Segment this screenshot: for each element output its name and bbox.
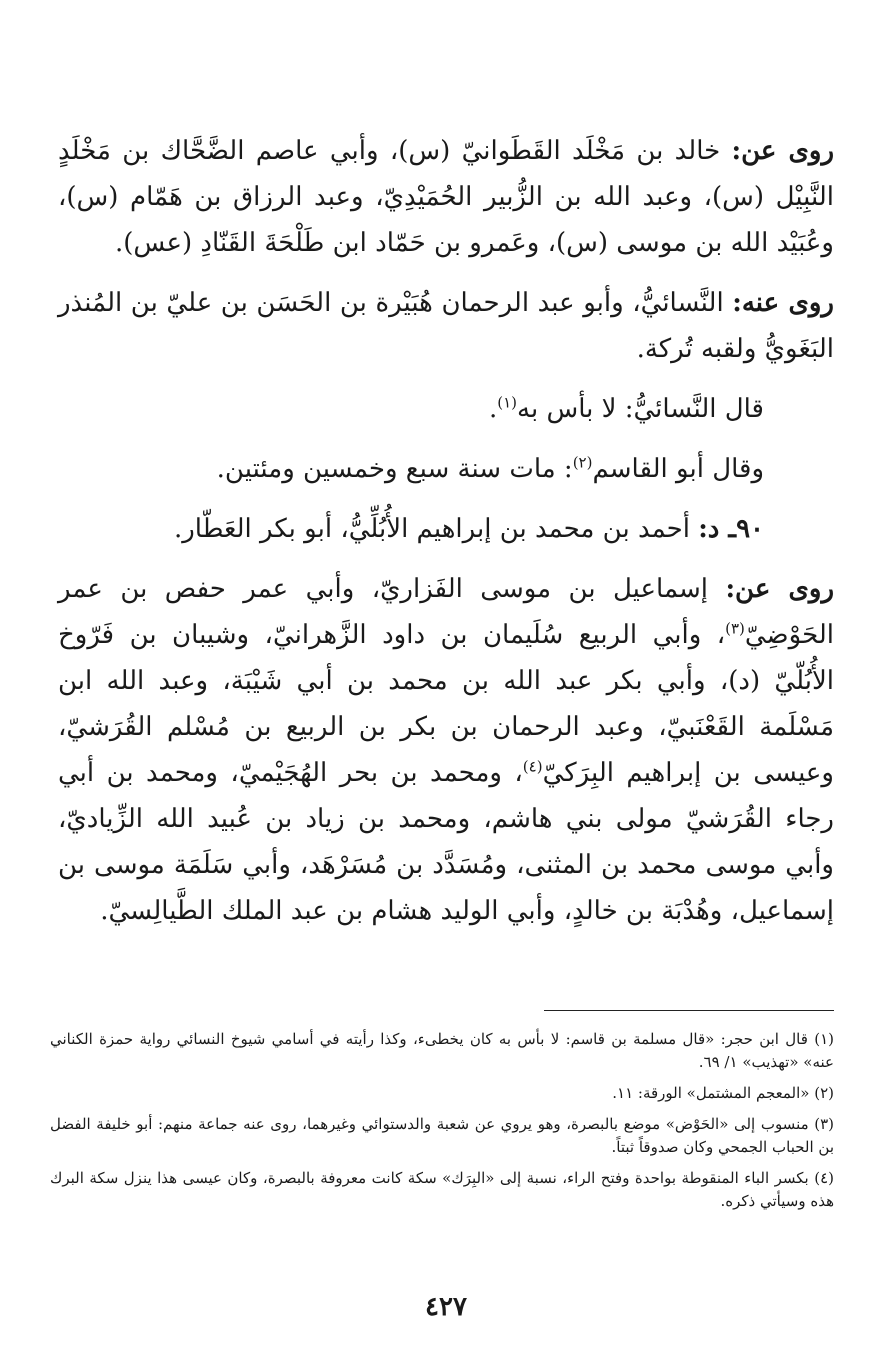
paragraph-entry-90-narrated-from	[58, 566, 834, 934]
entry-90-text-3: ، ومحمد بن بحر الهُجَيْميّ، ومحمد بن أبي رجاء القُرَشيّ مولى بني هاشم، ومحمد بن زياد بن عُبيد الله الزِّياديّ، وأبي موسى محمد بن المثنى، ومُسَدَّد بن مُسَرْهَد، وأبي سَلَمَة موسى بن إسماعيل، وهُدْبَة بن خالدٍ، وأبي الوليد هشام بن عبد الملك الطَّيالِسيّ.	[58, 758, 834, 926]
footnote-1: (١) قال ابن حجر: «قال مسلمة بن قاسم: لا بأس به كان يخطىء، وكذا رأيته في أسامي شيوخ النسائي رواية حمزة الكناني عنه» «تهذيب» ١/ ٦٩.	[50, 1030, 834, 1071]
narrated-from-text: خالد بن مَخْلَد القَطَوانيّ (س)، وأبي عاصم الضَّحَّاك بن مَخْلَدٍ النَّبِيْل (س)، وعبد الله بن الزُّبير الحُمَيْدِيّ، وعبد الرزاق بن هَمّام (س)، وعُبَيْد الله بن موسى (س)، وعَمرو بن حَمّاد ابن طَلْحَةَ القَنّادِ (عس).	[58, 136, 834, 258]
lead-narrated-from-2: روى عن:	[725, 574, 835, 604]
footnote-ref-4[interactable]: (٤)	[522, 757, 543, 776]
footnote-ref-2[interactable]: (٢)	[572, 453, 593, 472]
entry-title: أحمد بن محمد بن إبراهيم الأُبُلِّيُّ، أبو بكر العَطّار.	[173, 514, 690, 544]
main-text	[58, 128, 834, 934]
lead-narrated-from: روى عن:	[731, 136, 835, 166]
paragraph-abulqasim-quote	[58, 446, 834, 492]
entry-90-text-2: ، وأبي الربيع سُلَيمان بن داود الزَّهرانيّ، وشيبان بن فَرّوخ الأُبُلّيّ (د)، وأبي بكر عبد الله بن محمد بن أبي شَيْبَة، وعبد الله ابن مَسْلَمة القَعْنَبيّ، وعبد الرحمان بن بكر بن الربيع بن مُسْلم القُرَشيّ، وعيسى بن إبراهيم البِرَكيّ	[58, 620, 834, 788]
entry-90-text-1: إسماعيل بن موسى الفَزاريّ، وأبي عمر حفص بن عمر الحَوْضِيّ	[58, 574, 834, 650]
footnote-ref-3[interactable]: (٣)	[725, 619, 745, 638]
abulqasim-post: : مات سنة سبع وخمسين ومئتين.	[216, 454, 573, 484]
paragraph-narrated-from	[58, 128, 834, 266]
footnote-3: (٣) منسوب إلى «الحَوْض» موضع بالبصرة، وهو يروي عن شعبة والدستوائي وغيرهما، روى عنه جماعة منهم: أبو خليفة الفضل بن الحباب الجمحي وكان صدوقاً ثبتاً.	[50, 1115, 834, 1156]
footnotes	[50, 1028, 834, 1221]
nasai-quote-text: قال النَّسائيُّ: لا بأس به	[517, 394, 764, 424]
paragraph-narrated-by	[58, 280, 834, 372]
footnote-2: (٢) «المعجم المشتمل» الورقة: ١١.	[612, 1084, 834, 1102]
lead-narrated-by: روى عنه:	[732, 288, 834, 318]
narrated-by-text: النَّسائيُّ، وأبو عبد الرحمان هُبَيْرة بن الحَسَن بن عليّ بن المُنذر البَغَويُّ ولقبه تُركة.	[58, 288, 834, 364]
footnote-ref-1[interactable]: (١)	[497, 393, 518, 412]
paragraph-entry-90	[58, 506, 834, 552]
footnote-divider	[544, 1010, 834, 1011]
paragraph-nasai-quote: قال النَّسائيُّ: لا بأس به$^{(١)}$.	[488, 393, 764, 424]
footnote-4: (٤) بكسر الباء المنقوطة بواحدة وفتح الراء، نسبة إلى «البِرَك» سكة كانت معروفة بالبصرة، وكان عيسى هذا ينزل سكة البرك هذه وسيأتي ذكره.	[50, 1169, 834, 1210]
abulqasim-pre: وقال أبو القاسم	[592, 454, 764, 484]
entry-number: ٩٠ـ د:	[698, 514, 764, 544]
page-number: ٤٢٧	[425, 1292, 467, 1322]
